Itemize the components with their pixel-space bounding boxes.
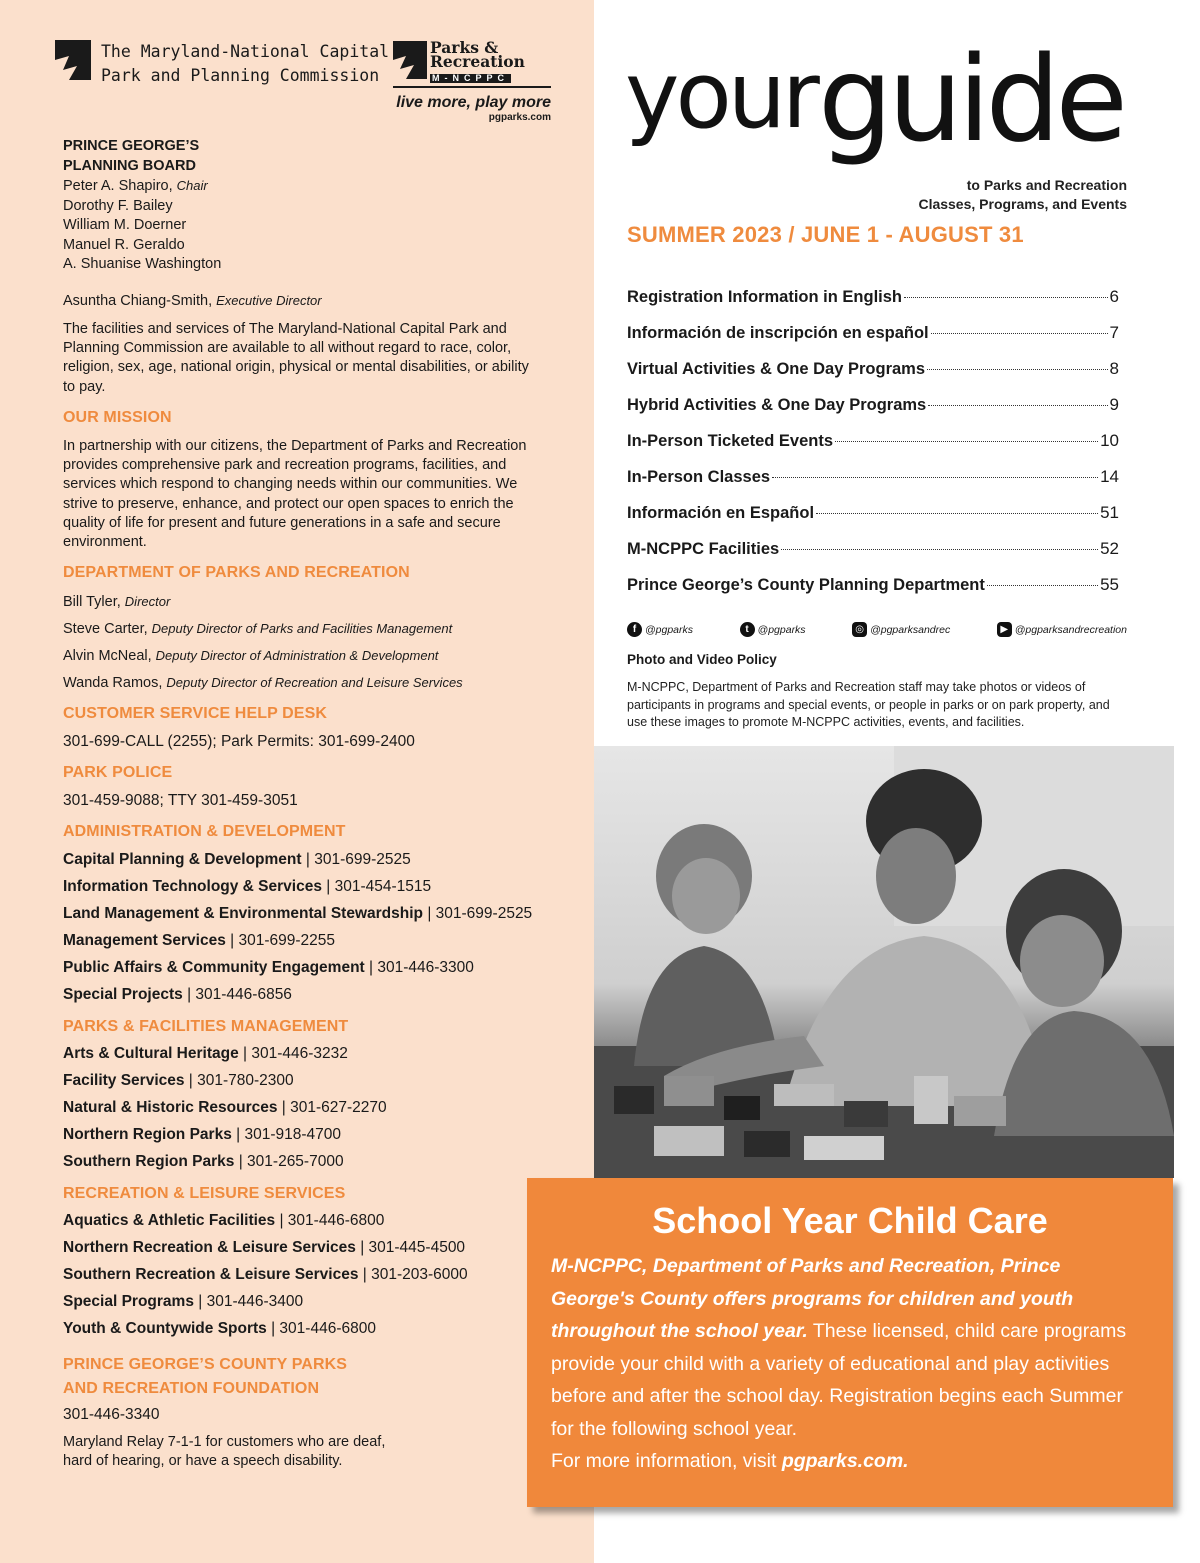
mission-heading: OUR MISSION — [63, 409, 172, 426]
parks-mgmt-list — [63, 1040, 548, 1175]
toc-item[interactable]: M-NCPPC Facilities 52 — [627, 539, 1119, 558]
board-member: Manuel R. Geraldo — [63, 236, 185, 253]
children-playing-photo — [594, 746, 1174, 1178]
parks-mgmt-item: Facility Services | 301-780-2300 — [63, 1072, 294, 1089]
toc-item[interactable]: Información de inscripción en español 7 — [627, 323, 1119, 342]
toc-item[interactable]: In-Person Ticketed Events 10 — [627, 431, 1119, 450]
table-of-contents — [627, 287, 1119, 611]
parks-logo-icon — [393, 41, 427, 79]
social-instagram[interactable]: ◎ @pgparksandrec — [852, 622, 950, 637]
board-member: A. Shuanise Washington — [63, 256, 222, 272]
parks-mgmt-item: Arts & Cultural Heritage | 301-446-3232 — [63, 1045, 348, 1062]
photo-policy-heading: Photo and Video Policy — [627, 652, 777, 667]
person-director: Bill Tyler, Director — [63, 594, 171, 610]
parks-mgmt-item: Northern Region Parks | 301-918-4700 — [63, 1126, 341, 1143]
logo-url[interactable]: pgparks.com — [488, 112, 551, 123]
person-deputy: Wanda Ramos, Deputy Director of Recreation and Leisure Services — [63, 675, 463, 691]
toc-item[interactable]: Registration Information in English 6 — [627, 287, 1119, 306]
social-links — [627, 622, 1127, 637]
board-heading-2: PLANNING BOARD — [63, 157, 196, 174]
parks-logo-line-2: Recreation — [430, 52, 525, 71]
admin-list — [63, 846, 548, 1008]
rec-leisure-item: Southern Recreation & Leisure Services | 301-203-6000 — [63, 1266, 468, 1283]
rec-leisure-item: Northern Recreation & Leisure Services | 301-445-4500 — [63, 1239, 466, 1256]
parks-recreation-logo — [393, 38, 553, 123]
planning-board — [63, 137, 548, 275]
toc-item[interactable]: In-Person Classes 14 — [627, 467, 1119, 486]
foundation-heading: PRINCE GEORGE’S COUNTY PARKS AND RECREATION FOUNDATION — [63, 1356, 348, 1397]
rec-leisure-item: Youth & Countywide Sports | 301-446-6800 — [63, 1320, 376, 1337]
parks-mgmt-heading: PARKS & FACILITIES MANAGEMENT — [63, 1018, 349, 1035]
admin-item: Information Technology & Services | 301-454-1515 — [63, 878, 432, 895]
admin-item: Public Affairs & Community Engagement | 301-446-3300 — [63, 959, 474, 976]
promo-text: These licensed, child care programs provide your child with a variety of educational and play activities before and after the school day. Registration begins each Summer for the following school year. — [551, 1320, 1127, 1440]
rec-leisure-heading: RECREATION & LEISURE SERVICES — [63, 1185, 346, 1202]
photo-policy-text: M-NCPPC, Department of Parks and Recreation staff may take photos or videos of participants in programs and special events, or people in parks or on park property, and use these images to promote M-NCPPC activities, events, and facilities. — [627, 680, 1110, 729]
department-people — [63, 592, 548, 700]
logo-tagline: live more, play more — [396, 94, 551, 111]
help-desk-heading: CUSTOMER SERVICE HELP DESK — [63, 705, 327, 722]
social-facebook[interactable]: f @pgparks — [627, 622, 693, 637]
rec-leisure-item: Special Programs | 301-446-3400 — [63, 1293, 304, 1310]
social-youtube[interactable]: ▶ @pgparksandrecreation — [997, 622, 1127, 637]
child-care-promo — [527, 1178, 1173, 1507]
commission-logo — [55, 40, 389, 88]
admin-item: Management Services | 301-699-2255 — [63, 932, 335, 949]
rec-leisure-list — [63, 1207, 548, 1342]
commission-logo-icon — [55, 40, 91, 80]
photo-illustration — [594, 746, 1174, 1178]
parks-mgmt-item: Southern Region Parks | 301-265-7000 — [63, 1153, 344, 1170]
rec-leisure-item: Aquatics & Athletic Facilities | 301-446-6800 — [63, 1212, 385, 1229]
toc-item[interactable]: Virtual Activities & One Day Programs 8 — [627, 359, 1119, 378]
person-deputy: Steve Carter, Deputy Director of Parks and Facilities Management — [63, 621, 453, 637]
board-member: William M. Doerner — [63, 217, 187, 233]
board-heading-1: PRINCE GEORGE’S — [63, 138, 200, 154]
logo-divider — [393, 86, 551, 88]
foundation-phone: 301-446-3340 — [63, 1406, 160, 1423]
promo-emphasis: M-NCPPC, Department of Parks and Recreation, Prince George's County offers programs for children and youth throughout the school year. — [551, 1255, 1074, 1342]
help-desk-phone: 301-699-CALL (2255); Park Permits: 301-699-2400 — [63, 733, 415, 750]
parks-logo-abbr: M-NCPPC — [432, 73, 509, 83]
relay-text: Maryland Relay 7-1-1 for customers who are deaf, hard of hearing, or have a speech disability. — [63, 1434, 386, 1470]
promo-cta-prefix: For more information, visit — [551, 1450, 782, 1472]
youtube-icon: ▶ — [997, 622, 1012, 637]
toc-item[interactable]: Hybrid Activities & One Day Programs 9 — [627, 395, 1119, 414]
promo-body — [551, 1250, 1141, 1478]
park-police-phone: 301-459-9088; TTY 301-459-3051 — [63, 792, 298, 809]
promo-link[interactable]: pgparks.com. — [781, 1450, 909, 1472]
board-member: Dorothy F. Bailey — [63, 197, 173, 214]
facebook-icon: f — [627, 622, 642, 637]
commission-name-line-1: The Maryland-National Capital — [101, 42, 390, 61]
title-your: your — [625, 42, 816, 149]
executive-director: Asuntha Chiang-Smith, Executive Director — [63, 293, 322, 309]
left-panel — [0, 0, 594, 1563]
parks-logo-line-1: Parks & — [430, 38, 499, 57]
admin-item: Capital Planning & Development | 301-699-2525 — [63, 851, 411, 868]
toc-item[interactable]: Prince George’s County Planning Department 55 — [627, 575, 1119, 594]
board-chair: Peter A. Shapiro, Chair — [63, 178, 208, 194]
admin-item: Land Management & Environmental Stewardship | 301-699-2525 — [63, 905, 533, 922]
person-deputy: Alvin McNeal, Deputy Director of Administration & Development — [63, 648, 439, 664]
department-heading: DEPARTMENT OF PARKS AND RECREATION — [63, 564, 410, 581]
season-dates: SUMMER 2023 / JUNE 1 - AUGUST 31 — [627, 222, 1024, 247]
admin-item: Special Projects | 301-446-6856 — [63, 986, 292, 1003]
social-twitter[interactable]: t @pgparks — [740, 622, 806, 637]
toc-item[interactable]: Información en Español 51 — [627, 503, 1119, 522]
title-guide: guide — [818, 30, 1123, 168]
park-police-heading: PARK POLICE — [63, 764, 173, 781]
parks-mgmt-item: Natural & Historic Resources | 301-627-2270 — [63, 1099, 387, 1116]
guide-subtitle: to Parks and Recreation Classes, Programs, and Events — [918, 177, 1127, 212]
instagram-icon: ◎ — [852, 622, 867, 637]
mission-text: In partnership with our citizens, the Department of Parks and Recreation provides comprehensive park and recreation programs, facilities, and services which respond to changing needs within our communities. We strive to preserve, enhance, and protect our open spaces to enrich the quality of life for present and future generations in a safe and secure environment. — [63, 438, 527, 551]
twitter-icon: t — [740, 622, 755, 637]
promo-title: School Year Child Care — [652, 1200, 1048, 1241]
commission-name-line-2: Park and Planning Commission — [101, 66, 380, 85]
nondiscrimination-statement: The facilities and services of The Maryland-National Capital Park and Planning Commission are available to all without regard to race, color, religion, sex, age, national origin, physical or mental disabilities, or ability to pay. — [63, 321, 529, 395]
admin-heading: ADMINISTRATION & DEVELOPMENT — [63, 823, 346, 840]
